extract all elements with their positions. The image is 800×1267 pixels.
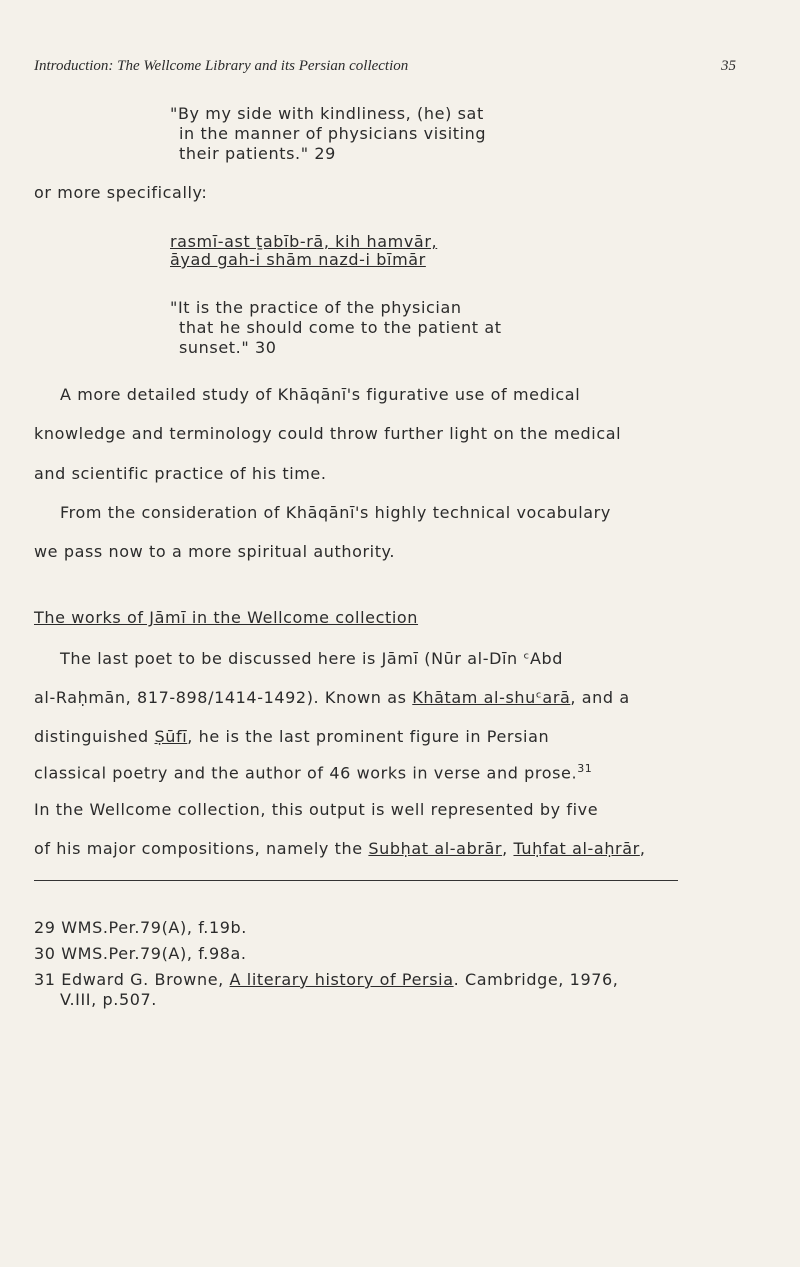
running-title: Introduction: The Wellcome Library and its Persian collection — [34, 58, 409, 74]
page-number: 35 — [721, 58, 736, 74]
para1-line1: A more detailed study of Khāqānī's figurative use of medical — [60, 385, 581, 404]
quote1-line2: in the manner of physicians visiting — [179, 124, 487, 143]
verse-line1: rasmī-ast ṯabīb-rā, kih hamvār, — [170, 232, 438, 251]
footnote-31: 31 Edward G. Browne, A literary history of Persia. Cambridge, 1976, — [34, 970, 619, 989]
para3-line3: distinguished Ṣūfī, he is the last prominent figure in Persian — [34, 727, 550, 746]
para3-line6: of his major compositions, namely the Subḥat al-abrār, Tuḥfat al-aḥrār, — [34, 839, 646, 858]
sufi-term: Ṣūfī — [154, 727, 188, 746]
footnote-29: 29 WMS.Per.79(A), f.19b. — [34, 918, 247, 937]
section-heading: The works of Jāmī in the Wellcome collection — [34, 608, 419, 627]
para1-line3: and scientific practice of his time. — [34, 464, 327, 483]
para3-line1: The last poet to be discussed here is Jāmī (Nūr al-Dīn ᶜAbd — [60, 649, 564, 668]
footnote-ref-31: 31 — [577, 762, 593, 775]
para3-line4: classical poetry and the author of 46 works in verse and prose.$^{31}$ — [34, 762, 593, 783]
para2-line2: we pass now to a more spiritual authority. — [34, 542, 396, 561]
footnote-31-line2: V.III, p.507. — [60, 990, 157, 1009]
tuhfat-title: Tuḥfat al-aḥrār — [513, 839, 640, 858]
or-more-text: or more specifically: — [34, 183, 208, 202]
quote2-line1: "It is the practice of the physician — [170, 298, 462, 317]
quote2-line3: sunset." 30 — [179, 338, 277, 357]
footnote-30: 30 WMS.Per.79(A), f.98a. — [34, 944, 247, 963]
quote1-line3: their patients." 29 — [179, 144, 336, 163]
quote2-line2: that he should come to the patient at — [179, 318, 502, 337]
quote1-line1: "By my side with kindliness, (he) sat — [170, 104, 484, 123]
verse-line2: āyad gah-i shām nazd-i bīmār — [170, 250, 426, 269]
khatam-term: Khātam al-shuᶜarā — [412, 688, 571, 707]
para3-line2: al-Raḥmān, 817-898/1414-1492). Known as Khātam al-shuᶜarā, and a — [34, 688, 630, 707]
subhat-title: Subḥat al-abrār — [368, 839, 503, 858]
para1-line2: knowledge and terminology could throw further light on the medical — [34, 424, 622, 443]
para3-line5: In the Wellcome collection, this output is well represented by five — [34, 800, 599, 819]
para2-line1: From the consideration of Khāqānī's highly technical vocabulary — [60, 503, 611, 522]
footnote-rule — [34, 880, 678, 881]
browne-title: A literary history of Persia — [229, 970, 454, 989]
